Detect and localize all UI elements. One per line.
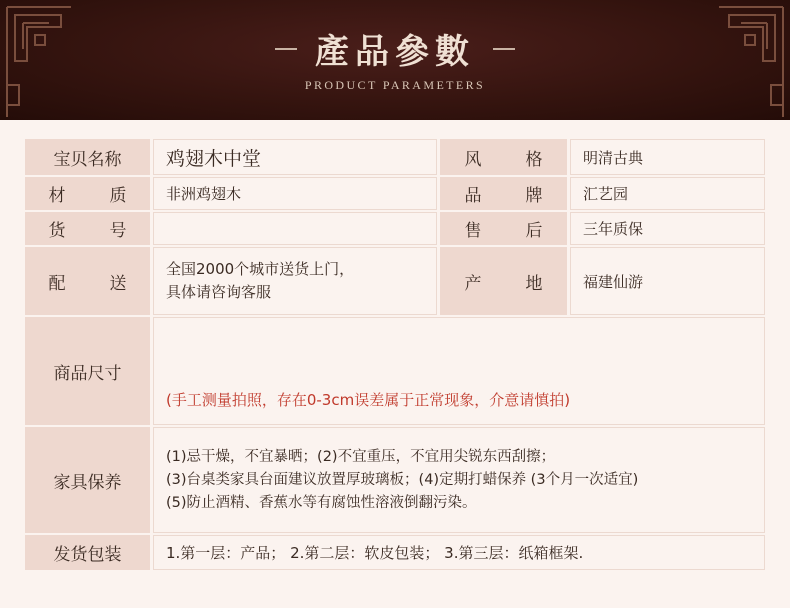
name-label: 宝贝名称 bbox=[25, 139, 150, 175]
delivery-line-2: 具体请咨询客服 bbox=[166, 283, 272, 301]
title-row bbox=[0, 24, 790, 73]
title-dash-right bbox=[493, 48, 515, 50]
sku-label: 货 号 bbox=[25, 212, 150, 245]
material-label: 材 质 bbox=[25, 177, 150, 210]
sku-value bbox=[153, 212, 437, 245]
style-label: 风 格 bbox=[440, 139, 567, 175]
care-label: 家具保养 bbox=[25, 427, 150, 533]
page-title: 產品參數 bbox=[315, 32, 475, 72]
material-value: 非洲鸡翅木 bbox=[153, 177, 437, 210]
brand-label: 品 牌 bbox=[440, 177, 567, 210]
delivery-value bbox=[153, 247, 437, 315]
size-note: (手工测量拍照，存在0-3cm误差属于正常现象，介意请慎拍) bbox=[166, 391, 571, 409]
origin-value: 福建仙游 bbox=[570, 247, 765, 315]
care-line-1: (1)忌干燥，不宜暴晒；(2)不宜重压，不宜用尖锐东西刮擦； bbox=[166, 448, 556, 465]
page-subtitle: PRODUCT PARAMETERS bbox=[304, 78, 486, 92]
brand-value: 汇艺园 bbox=[570, 177, 765, 210]
care-value bbox=[153, 427, 765, 533]
care-line-2: (3)台桌类家具台面建议放置厚玻璃板；(4)定期打蜡保养 (3个月一次适宜) bbox=[166, 471, 639, 488]
after-sale-label: 售 后 bbox=[440, 212, 567, 245]
name-value: 鸡翅木中堂 bbox=[153, 139, 437, 175]
size-label: 商品尺寸 bbox=[25, 317, 150, 425]
delivery-line-1: 全国2000个城市送货上门， bbox=[166, 260, 355, 278]
style-value: 明清古典 bbox=[570, 139, 765, 175]
title-dash-left bbox=[275, 48, 297, 50]
header-banner bbox=[0, 0, 790, 120]
packing-label: 发货包装 bbox=[25, 535, 150, 570]
packing-value: 1.第一层：产品； 2.第二层：软皮包装； 3.第三层：纸箱框架. bbox=[153, 535, 765, 570]
size-value bbox=[153, 317, 765, 425]
care-line-3: (5)防止酒精、香蕉水等有腐蚀性溶液倒翻污染。 bbox=[166, 494, 477, 511]
origin-label: 产 地 bbox=[440, 247, 567, 315]
after-sale-value: 三年质保 bbox=[570, 212, 765, 245]
delivery-label: 配 送 bbox=[25, 247, 150, 315]
